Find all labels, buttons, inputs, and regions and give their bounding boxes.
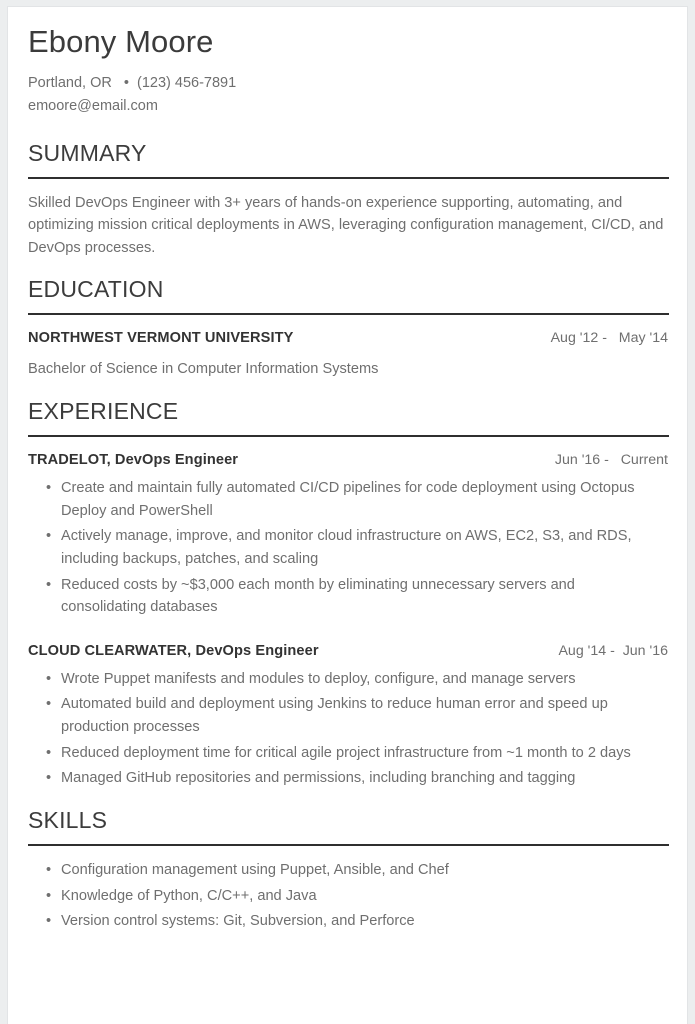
list-item [28,693,674,738]
section-title-summary: SUMMARY [28,139,147,166]
section-rule-skills [28,844,669,846]
experience-entry [28,450,674,619]
resume-document [7,6,688,1024]
summary-paragraph: Skilled DevOps Engineer with 3+ years of hands-on experience supporting, automating, and optimizing mission critical deployments in AWS, leveraging configuration management, CI/CD, and DevOps processes. [28,194,664,256]
experience-bullet-list [28,477,674,619]
bullet-icon: • [46,670,52,687]
section-title-education: EDUCATION [28,275,164,302]
bullet-icon: • [46,887,52,904]
education-dates: Aug '12 - May '14 [550,330,668,347]
list-item-text: Knowledge of Python, C/C++, and Java [61,887,317,904]
bullet-icon: • [46,913,52,930]
skills-body [28,859,674,933]
experience-company-title: CLOUD CLEARWATER, DevOps Engineer [28,642,319,659]
bullet-icon: • [46,744,52,761]
section-education [28,277,674,381]
list-item [28,859,674,882]
bullet-icon: • [46,576,52,593]
section-skills [28,808,674,933]
education-entry-head [28,328,674,349]
summary-body [28,192,674,259]
skills-bullet-list [28,859,674,933]
education-body [28,328,674,381]
experience-bullet-list [28,668,674,790]
list-item [28,477,674,522]
experience-dates: Jun '16 - Current [554,452,668,469]
contact-email: emoore@email.com [28,98,158,115]
experience-body [28,450,674,789]
list-item-text: Version control systems: Git, Subversion, and Perforce [61,913,415,930]
bullet-icon: • [46,862,52,879]
section-experience [28,399,674,790]
list-item-text: Actively manage, improve, and monitor cloud infrastructure on AWS, EC2, S3, and RDS, including backups, patches, and scaling [61,528,632,568]
contact-location-phone: Portland, OR • (123) 456-7891 [28,74,237,91]
experience-dates: Aug '14 - Jun '16 [558,642,668,659]
list-item-text: Reduced deployment time for critical agile project infrastructure from ~1 month to 2 days [61,744,631,761]
list-item-text: Create and maintain fully automated CI/CD pipelines for code deployment using Octopus Deploy and PowerShell [61,480,635,519]
experience-entry-head [28,641,674,662]
list-item-text: Wrote Puppet manifests and modules to deploy, configure, and manage servers [61,670,576,687]
education-school-name: NORTHWEST VERMONT UNIVERSITY [28,330,294,347]
list-item-text: Automated build and deployment using Jenkins to reduce human error and speed up production processes [61,696,608,735]
list-item-text: Reduced costs by ~$3,000 each month by eliminating unnecessary servers and consolidating databases [61,576,575,616]
bullet-icon: • [46,770,52,787]
list-item [28,742,674,765]
resume-header [28,25,674,119]
experience-entry [28,641,674,790]
candidate-name: Ebony Moore [28,24,214,59]
section-title-experience: EXPERIENCE [28,398,179,425]
experience-entry-head [28,450,674,471]
section-rule-summary [28,177,669,179]
list-item [28,668,674,691]
bullet-icon: • [46,528,52,545]
education-entry [28,328,674,381]
experience-company-title: TRADELOT, DevOps Engineer [28,452,239,469]
education-degree: Bachelor of Science in Computer Information Systems [28,361,379,378]
list-item [28,910,674,933]
list-item [28,885,674,908]
list-item-text: Configuration management using Puppet, Ansible, and Chef [61,862,449,879]
section-rule-experience [28,435,669,437]
section-rule-education [28,313,669,315]
list-item [28,574,674,619]
section-title-skills: SKILLS [28,806,108,833]
bullet-icon: • [46,696,52,713]
list-item [28,767,674,790]
section-summary [28,141,674,259]
bullet-icon: • [46,480,52,497]
list-item [28,525,674,570]
list-item-text: Managed GitHub repositories and permissions, including branching and tagging [61,770,576,787]
